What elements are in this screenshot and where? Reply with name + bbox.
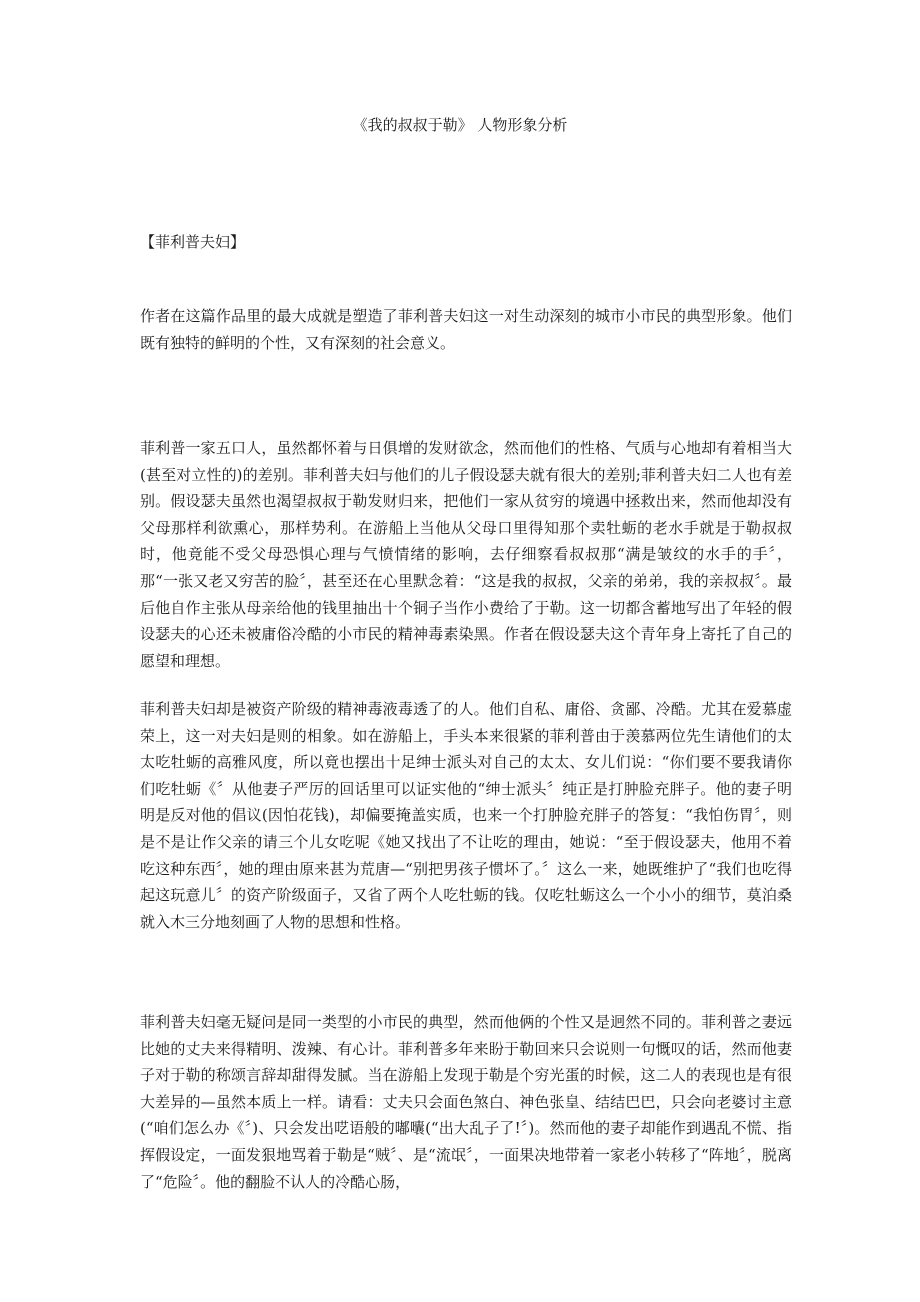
paragraph-intro: 作者在这篇作品里的最大成就是塑造了菲利普夫妇这一对生动深刻的城市小市民的典型形象。他们既有独特的鲜明的个性，又有深刻的社会意义。 [140,307,792,352]
paragraph-vanity: 菲利普夫妇却是被资产阶级的精神毒液毒透了的人。他们自私、庸俗、贪鄙、冷酷。尤其在爱慕虚荣上，这一对夫妇是则的相象。如在游船上，手头本来很紧的菲利普由于羡慕两位先生请他们的太太吃牡蛎的高雅风度，所以竟也摆出十足绅士派头对自己的太太、女儿们说：“你们要不要我请你们吃牡蛎《〞从他妻子严厉的回话里可以证实他的“绅士派头〞纯正是打肿脸充胖子。他的妻子明明是反对他的倡议(因怕花钱)，却偏要掩盖实质，也来一个打肿脸充胖子的答复：“我怕伤胃〞，则是不是让作父亲的请三个儿女吃呢《她又找出了不让吃的理由，她说：“至于假设瑟夫，他用不着吃这种东西〞，她的理由原来甚为荒唐—“别把男孩子惯坏了。〞这么一来，她既维护了“我们也吃得起这玩意儿〞的资产阶级面子，又省了两个人吃牡蛎的钱。仅吃牡蛎这么一个小小的细节，莫泊桑就入木三分地刻画了人物的思想和性格。 [140,700,792,931]
paragraph-contrast: 菲利普夫妇毫无疑问是同一类型的小市民的典型，然而他俩的个性又是迥然不同的。菲利普之妻远比她的丈夫来得精明、泼辣、有心计。菲利普多年来盼于勒回来只会说则一句慨叹的话，然而他妻子对于勒的称颂言辞却甜得发腻。当在游船上发现于勒是个穷光蛋的时候，这二人的表现也是有很大差异的—虽然本质上一样。请看：丈夫只会面色煞白、神色张皇、结结巴巴，只会向老婆讨主意(“咱们怎么办《〞)、只会发出呓语般的嘟囔(“出大乱子了!〞)。然而他的妻子却能作到遇乱不慌、指挥假设定，一面发狠地骂着于勒是“贼〞、是“流氓〞，一面果决地带着一家老小转移了“阵地〞，脱离了“危险〞。他的翻脸不认人的冷酷心肠， [140,1013,792,1191]
document-title: 《我的叔叔于勒》 人物形象分析 [352,116,568,134]
paragraph-family: 菲利普一家五口人，虽然都怀着与日俱增的发财欲念，然而他们的性格、气质与心地却有着相当大(甚至对立性的)的差别。菲利普夫妇与他们的儿子假设瑟夫就有很大的差别;菲利普夫妇二人也有差别。假设瑟夫虽然也渴望叔叔于勒发财归来，把他们一家从贫穷的境遇中拯救出来，然而他却没有父母那样利欲熏心，那样势利。在游船上当他从父母口里得知那个卖牡蛎的老水手就是于勒叔叔时，他竟能不受父母恐惧心理与气愤情绪的影响，去仔细察看叔叔那“满是皱纹的水手的手〞，那“一张又老又穷苦的脸〞，甚至还在心里默念着：“这是我的叔叔，父亲的弟弟，我的亲叔叔〞。最后他自作主张从母亲给他的钱里抽出十个铜子当作小费给了于勒。这一切都含蓄地写出了年轻的假设瑟夫的心还未被庸俗冷酷的小市民的精神毒素染黑。作者在假设瑟夫这个青年身上寄托了自己的愿望和理想。 [140,439,792,670]
section-heading: 【菲利普夫妇】 [140,233,246,251]
